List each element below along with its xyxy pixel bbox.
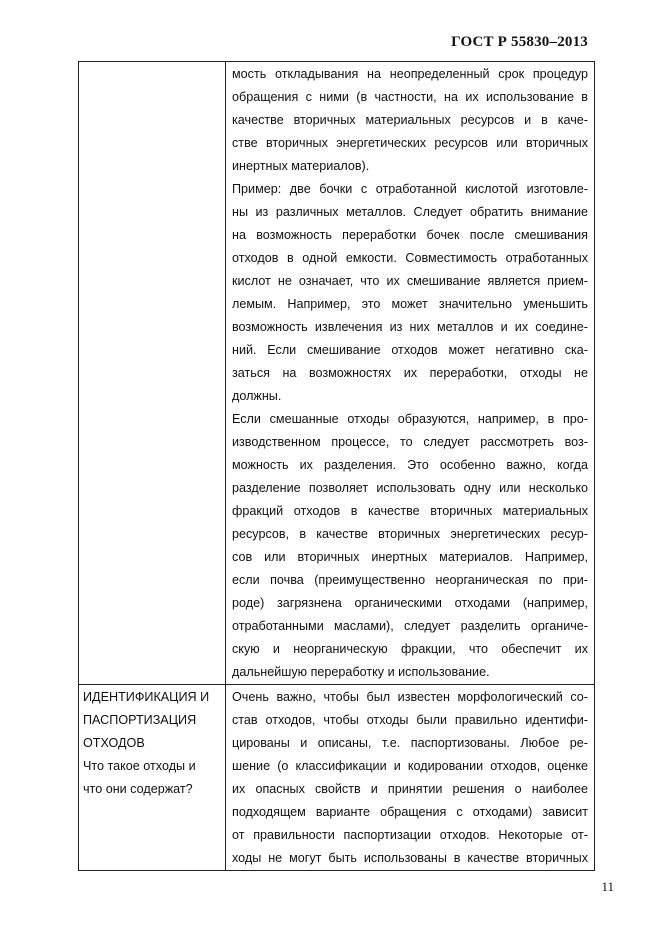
left-cell: [79, 685, 226, 871]
text-line: роде) загрязнена органическими отходами (например,: [232, 596, 588, 610]
text-line: дальнейшую переработку и использование.: [232, 665, 490, 679]
text-line: заться на возможностях их переработки, отходы не: [232, 366, 588, 380]
text-line: от правильности паспортизации отходов. Некоторые от-: [232, 828, 588, 842]
right-cell: [226, 62, 595, 685]
heading-line: ПАСПОРТИЗАЦИЯ: [83, 713, 197, 727]
document-code: ГОСТ Р 55830–2013: [451, 34, 588, 50]
heading-line: Что такое отходы и: [83, 759, 196, 773]
text-line: ны из различных металлов. Следует обратить внимание: [232, 205, 588, 219]
text-line: обращения с ними (в частности, на их использование в: [232, 90, 588, 104]
text-line: если почва (преимущественно неорганическая по при-: [232, 573, 588, 587]
text-line: кислот не означает, что их смешивание является прием-: [232, 274, 588, 288]
left-cell: [79, 62, 226, 685]
left-cell-text: [79, 62, 225, 63]
heading-line: ОТХОДОВ: [83, 736, 145, 750]
text-line: изводственном процессе, то следует рассмотреть воз-: [232, 435, 588, 449]
section-heading-text: [79, 685, 225, 801]
text-line: отработанными маслами), следует разделить органиче-: [232, 619, 588, 633]
text-line: разделение позволяет использовать одну или несколько: [232, 481, 588, 495]
text-line: отходов в одной емкости. Совместимость отработанных: [232, 251, 588, 265]
text-line: Если смешанные отходы образуются, например, в про-: [232, 412, 588, 426]
page-number: 11: [601, 879, 614, 894]
table-row: [79, 685, 595, 871]
right-cell-text: [226, 685, 594, 870]
text-line: стве вторичных энергетических ресурсов или вторичных: [232, 136, 588, 150]
right-cell-text: [226, 62, 594, 684]
text-line: став отходов, чтобы отходы были правильно идентифи-: [232, 713, 588, 727]
text-line: инертных материалов).: [232, 159, 370, 173]
text-line: можность их разделения. Это особенно важно, когда: [232, 458, 588, 472]
right-cell: [226, 685, 595, 871]
text-line: качестве вторичных материальных ресурсов и в каче-: [232, 113, 588, 127]
text-line: их опасных свойств и принятии решения о наиболее: [232, 782, 588, 796]
text-line: шение (о классификации и кодировании отходов, оценке: [232, 759, 588, 773]
text-line: лемым. Например, это может значительно уменьшить: [232, 297, 588, 311]
text-line: ресурсов, в качестве вторичных энергетических ресур-: [232, 527, 588, 541]
text-line: цированы и описаны, т.е. паспортизованы. Любое ре-: [232, 736, 588, 750]
content-table: [78, 61, 595, 871]
text-line: должны.: [232, 389, 282, 403]
table-row: [79, 62, 595, 685]
text-line: Очень важно, чтобы был известен морфологический со-: [232, 690, 588, 704]
text-line: ходы не могут быть использованы в качестве вторичных: [232, 851, 588, 865]
text-line: скую и неорганическую фракции, что обеспечит их: [232, 642, 588, 656]
text-line: ний. Если смешивание отходов может негативно ска-: [232, 343, 588, 357]
text-line: мость откладывания на неопределенный срок процедур: [232, 67, 588, 81]
text-line: Пример: две бочки с отработанной кислотой изготовле-: [232, 182, 588, 196]
heading-line: ИДЕНТИФИКАЦИЯ И: [83, 690, 210, 704]
heading-line: что они содержат?: [83, 782, 193, 796]
text-line: сов или вторичных инертных материалов. Например,: [232, 550, 588, 564]
text-line: фракций отходов в качестве вторичных материальных: [232, 504, 588, 518]
text-line: на возможность переработки бочек после смешивания: [232, 228, 588, 242]
text-line: возможность извлечения из них металлов и их соедине-: [232, 320, 588, 334]
text-line: подходящем варианте обращения с отходами) зависит: [232, 805, 588, 819]
